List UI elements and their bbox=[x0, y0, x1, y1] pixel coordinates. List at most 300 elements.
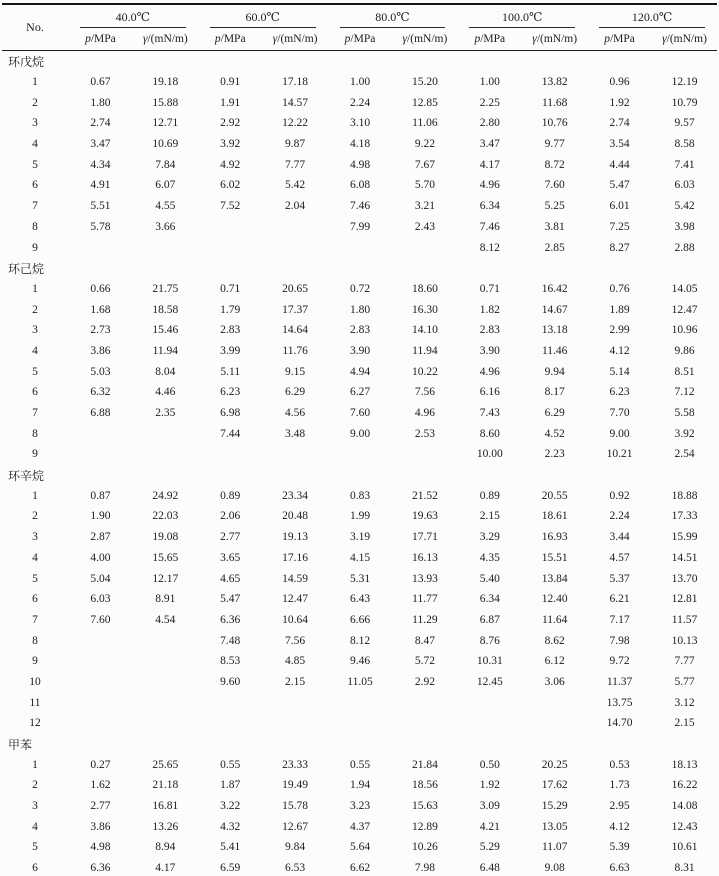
pressure-cell: 0.87 bbox=[90, 489, 111, 502]
surface-tension-cell: 8.91 bbox=[155, 593, 176, 606]
pressure-cell: 7.99 bbox=[349, 220, 371, 233]
surface-tension-cell: 12.43 bbox=[671, 820, 698, 833]
surface-tension-cell: 3.06 bbox=[544, 675, 565, 688]
surface-tension-cell: 9.15 bbox=[285, 365, 306, 378]
pressure-cell: 4.37 bbox=[349, 820, 371, 833]
surface-tension-cell: 10.22 bbox=[411, 365, 438, 378]
row-number-cell: 12 bbox=[29, 717, 41, 730]
surface-tension-column-header bbox=[652, 28, 717, 51]
surface-tension-cell: 21.18 bbox=[152, 779, 179, 792]
surface-tension-cell: 7.12 bbox=[674, 386, 695, 399]
pressure-cell: 2.83 bbox=[220, 324, 241, 337]
pressure-cell: 6.23 bbox=[609, 386, 630, 399]
pressure-cell: 5.39 bbox=[609, 841, 630, 854]
surface-tension-cell: 17.18 bbox=[282, 76, 309, 89]
surface-tension-cell: 15.46 bbox=[152, 324, 179, 337]
pressure-cell: 7.43 bbox=[479, 407, 500, 420]
surface-tension-cell bbox=[133, 423, 198, 444]
row-number-cell: 3 bbox=[32, 324, 38, 337]
pressure-cell: 7.70 bbox=[609, 407, 630, 420]
pressure-cell: 7.60 bbox=[90, 613, 111, 626]
table-row bbox=[2, 113, 717, 134]
pressure-cell: 4.00 bbox=[90, 551, 111, 564]
surface-tension-cell: 12.19 bbox=[671, 76, 698, 89]
pressure-cell: 6.36 bbox=[220, 613, 241, 626]
table-row bbox=[2, 341, 717, 362]
surface-tension-cell bbox=[133, 713, 198, 734]
pressure-cell: 0.71 bbox=[479, 282, 500, 295]
pressure-cell: 3.90 bbox=[349, 344, 371, 357]
surface-tension-cell: 2.54 bbox=[674, 448, 695, 461]
surface-tension-column-header bbox=[263, 28, 328, 51]
surface-tension-cell: 18.60 bbox=[411, 282, 438, 295]
surface-tension-cell: 10.76 bbox=[541, 117, 568, 130]
surface-tension-cell: 14.57 bbox=[282, 96, 309, 109]
surface-tension-column-header bbox=[133, 28, 198, 51]
pressure-cell bbox=[328, 444, 393, 465]
surface-tension-cell: 23.34 bbox=[282, 489, 309, 502]
surface-tension-cell: 16.13 bbox=[411, 551, 438, 564]
surface-tension-cell: 3.21 bbox=[414, 200, 435, 213]
pressure-cell: 7.52 bbox=[220, 200, 241, 213]
table-row bbox=[2, 506, 717, 527]
row-number-cell: 7 bbox=[32, 200, 38, 213]
surface-tension-cell: 21.75 bbox=[152, 282, 179, 295]
surface-tension-cell bbox=[133, 651, 198, 672]
pressure-cell: 3.47 bbox=[90, 138, 111, 151]
row-number-cell: 4 bbox=[32, 138, 38, 151]
pressure-cell: 4.94 bbox=[349, 365, 371, 378]
surface-tension-cell: 15.99 bbox=[671, 531, 698, 544]
surface-tension-cell bbox=[522, 713, 587, 734]
surface-tension-cell: 15.29 bbox=[541, 800, 568, 813]
pressure-cell: 4.12 bbox=[609, 344, 630, 357]
surface-tension-cell: 19.08 bbox=[152, 531, 179, 544]
pressure-cell: 7.48 bbox=[220, 634, 241, 647]
surface-tension-cell: 14.05 bbox=[671, 282, 698, 295]
surface-tension-cell: 11.68 bbox=[541, 96, 568, 109]
pressure-cell: 8.76 bbox=[479, 634, 500, 647]
p-unit: /MPa bbox=[220, 33, 246, 45]
pressure-cell bbox=[68, 630, 133, 651]
pressure-cell: 8.12 bbox=[349, 634, 371, 647]
surface-tension-cell: 3.92 bbox=[674, 427, 695, 440]
pressure-cell bbox=[198, 237, 263, 258]
pressure-cell: 6.01 bbox=[609, 200, 630, 213]
surface-tension-column-header bbox=[522, 28, 587, 51]
pressure-cell: 2.83 bbox=[479, 324, 500, 337]
row-number-cell: 1 bbox=[32, 489, 38, 502]
pressure-cell: 1.82 bbox=[479, 303, 500, 316]
surface-tension-cell: 16.30 bbox=[411, 303, 438, 316]
surface-tension-cell: 2.35 bbox=[155, 407, 176, 420]
row-number-cell: 2 bbox=[32, 779, 38, 792]
surface-tension-cell: 8.04 bbox=[155, 365, 176, 378]
table-body bbox=[2, 51, 717, 876]
pressure-cell: 6.08 bbox=[349, 179, 371, 192]
surface-tension-cell bbox=[133, 692, 198, 713]
pressure-cell: 0.92 bbox=[609, 489, 630, 502]
pressure-cell: 4.34 bbox=[90, 158, 111, 171]
surface-tension-cell: 10.96 bbox=[671, 324, 698, 337]
pressure-cell: 4.17 bbox=[479, 158, 500, 171]
surface-tension-cell bbox=[133, 444, 198, 465]
table-row bbox=[2, 713, 717, 734]
surface-tension-cell: 3.81 bbox=[544, 220, 565, 233]
pressure-cell: 1.80 bbox=[90, 96, 111, 109]
pressure-cell: 7.46 bbox=[479, 220, 500, 233]
pressure-cell: 3.54 bbox=[609, 138, 630, 151]
pressure-cell: 9.00 bbox=[349, 427, 371, 440]
group-label: 环辛烷 bbox=[8, 468, 45, 483]
surface-tension-cell: 15.51 bbox=[541, 551, 568, 564]
surface-tension-cell: 6.03 bbox=[674, 179, 695, 192]
surface-tension-cell: 17.62 bbox=[541, 779, 568, 792]
surface-tension-cell: 8.94 bbox=[155, 841, 176, 854]
surface-tension-cell: 5.72 bbox=[414, 655, 435, 668]
pressure-cell: 4.15 bbox=[349, 551, 371, 564]
surface-tension-cell bbox=[392, 237, 457, 258]
surface-tension-cell: 6.29 bbox=[544, 407, 565, 420]
pressure-cell bbox=[68, 692, 133, 713]
pressure-cell: 0.89 bbox=[479, 489, 500, 502]
pressure-cell: 1.99 bbox=[349, 510, 371, 523]
pressure-cell: 7.46 bbox=[349, 200, 371, 213]
surface-tension-cell bbox=[263, 444, 328, 465]
surface-tension-cell: 7.98 bbox=[414, 862, 435, 875]
gamma-unit: /(mN/m) bbox=[666, 33, 707, 45]
pressure-cell bbox=[198, 444, 263, 465]
surface-tension-cell: 15.65 bbox=[152, 551, 179, 564]
pressure-cell: 10.31 bbox=[476, 655, 503, 668]
gamma-unit: /(mN/m) bbox=[277, 33, 318, 45]
pressure-cell: 2.24 bbox=[609, 510, 630, 523]
pressure-cell: 1.92 bbox=[479, 779, 500, 792]
row-number-cell: 1 bbox=[32, 76, 38, 89]
pressure-cell: 6.21 bbox=[609, 593, 630, 606]
surface-tension-cell: 7.56 bbox=[285, 634, 306, 647]
surface-tension-cell: 7.67 bbox=[414, 158, 435, 171]
row-number-cell: 9 bbox=[32, 448, 38, 461]
unit-header-row bbox=[2, 28, 717, 51]
pressure-cell bbox=[68, 713, 133, 734]
pressure-cell: 7.60 bbox=[349, 407, 371, 420]
pressure-cell: 6.36 bbox=[90, 862, 111, 875]
gamma-symbol: γ bbox=[662, 33, 667, 45]
pressure-cell: 6.66 bbox=[349, 613, 371, 626]
surface-tension-cell bbox=[263, 237, 328, 258]
table-row bbox=[2, 610, 717, 631]
surface-tension-cell: 9.08 bbox=[544, 862, 565, 875]
pressure-cell: 1.00 bbox=[349, 76, 371, 89]
surface-tension-cell: 22.03 bbox=[152, 510, 179, 523]
pressure-cell: 9.46 bbox=[349, 655, 371, 668]
surface-tension-cell: 11.94 bbox=[412, 344, 438, 357]
surface-tension-cell bbox=[263, 692, 328, 713]
pressure-cell: 4.96 bbox=[479, 365, 500, 378]
surface-tension-cell: 16.81 bbox=[152, 800, 179, 813]
surface-tension-cell: 16.42 bbox=[541, 282, 568, 295]
pressure-cell: 6.27 bbox=[349, 386, 371, 399]
pressure-cell: 1.89 bbox=[609, 303, 630, 316]
row-number-cell: 5 bbox=[32, 841, 38, 854]
surface-tension-cell: 2.85 bbox=[544, 241, 565, 254]
group-label: 甲苯 bbox=[8, 737, 33, 752]
pressure-cell: 5.04 bbox=[90, 572, 111, 585]
surface-tension-cell: 17.16 bbox=[282, 551, 309, 564]
pressure-cell: 4.98 bbox=[90, 841, 111, 854]
surface-tension-cell: 11.06 bbox=[412, 117, 438, 130]
pressure-cell: 9.00 bbox=[609, 427, 630, 440]
group-row bbox=[2, 258, 717, 279]
surface-tension-cell: 4.55 bbox=[155, 200, 176, 213]
surface-tension-cell: 9.94 bbox=[544, 365, 565, 378]
surface-tension-cell: 4.52 bbox=[544, 427, 565, 440]
surface-tension-cell: 4.54 bbox=[155, 613, 176, 626]
surface-tension-cell: 8.47 bbox=[414, 634, 435, 647]
surface-tension-cell: 10.69 bbox=[152, 138, 179, 151]
pressure-cell bbox=[198, 217, 263, 238]
surface-tension-cell: 15.88 bbox=[152, 96, 179, 109]
gamma-symbol: γ bbox=[532, 33, 537, 45]
temp-group-label: 60.0℃ bbox=[210, 7, 316, 28]
pressure-cell: 7.17 bbox=[609, 613, 630, 626]
table-row bbox=[2, 527, 717, 548]
surface-tension-cell bbox=[133, 630, 198, 651]
surface-tension-cell: 3.98 bbox=[674, 220, 695, 233]
surface-tension-cell: 3.12 bbox=[674, 696, 695, 709]
surface-tension-cell: 4.17 bbox=[155, 862, 176, 875]
pressure-cell: 8.12 bbox=[479, 241, 500, 254]
temp-header-100 bbox=[457, 4, 587, 28]
pressure-cell: 0.83 bbox=[349, 489, 371, 502]
pressure-cell: 2.77 bbox=[220, 531, 241, 544]
surface-tension-cell: 4.56 bbox=[285, 407, 306, 420]
surface-tension-cell: 8.58 bbox=[674, 138, 695, 151]
gamma-unit: /(mN/m) bbox=[536, 33, 578, 45]
surface-tension-cell bbox=[522, 692, 587, 713]
surface-tension-cell: 6.53 bbox=[285, 862, 306, 875]
row-number-cell: 1 bbox=[32, 282, 38, 295]
temp-group-label: 40.0℃ bbox=[80, 7, 186, 28]
surface-tension-cell: 5.42 bbox=[285, 179, 306, 192]
row-number-cell: 4 bbox=[32, 820, 38, 833]
surface-tension-cell: 18.58 bbox=[152, 303, 179, 316]
pressure-cell: 14.70 bbox=[606, 717, 633, 730]
group-row bbox=[2, 734, 717, 755]
surface-tension-cell: 13.26 bbox=[152, 820, 179, 833]
pressure-cell: 0.27 bbox=[90, 758, 111, 771]
surface-tension-cell: 5.42 bbox=[674, 200, 695, 213]
row-number-cell: 6 bbox=[32, 862, 38, 875]
surface-tension-cell: 20.25 bbox=[541, 758, 568, 771]
pressure-cell: 10.21 bbox=[606, 448, 633, 461]
surface-tension-cell: 19.49 bbox=[282, 779, 309, 792]
surface-tension-cell: 16.22 bbox=[671, 779, 698, 792]
row-number-cell: 8 bbox=[32, 220, 38, 233]
pressure-cell: 2.99 bbox=[609, 324, 630, 337]
pressure-cell: 3.23 bbox=[349, 800, 371, 813]
surface-tension-cell: 18.13 bbox=[671, 758, 698, 771]
pressure-cell: 9.60 bbox=[220, 675, 241, 688]
pressure-cell: 6.32 bbox=[90, 386, 111, 399]
pressure-cell: 0.67 bbox=[90, 76, 111, 89]
surface-tension-cell: 12.47 bbox=[671, 303, 698, 316]
table-row bbox=[2, 361, 717, 382]
surface-tension-cell: 2.15 bbox=[674, 717, 695, 730]
row-number-cell: 7 bbox=[32, 407, 38, 420]
group-label: 环己烷 bbox=[8, 261, 45, 276]
row-number-cell: 2 bbox=[32, 96, 38, 109]
pressure-cell: 6.62 bbox=[349, 862, 371, 875]
table-row bbox=[2, 485, 717, 506]
pressure-cell: 1.00 bbox=[479, 76, 500, 89]
table-row bbox=[2, 816, 717, 837]
table-row bbox=[2, 134, 717, 155]
group-row bbox=[2, 465, 717, 486]
row-number-cell: 7 bbox=[32, 613, 38, 626]
pressure-cell: 2.74 bbox=[90, 117, 111, 130]
pressure-cell: 6.48 bbox=[479, 862, 500, 875]
pressure-cell: 5.47 bbox=[609, 179, 630, 192]
surface-tension-cell: 15.63 bbox=[411, 800, 438, 813]
pressure-cell: 0.89 bbox=[220, 489, 241, 502]
surface-tension-cell: 10.64 bbox=[282, 613, 309, 626]
pressure-cell: 2.15 bbox=[479, 510, 500, 523]
pressure-cell: 12.45 bbox=[476, 675, 503, 688]
row-number-cell: 5 bbox=[32, 158, 38, 171]
surface-tension-cell: 7.77 bbox=[285, 158, 306, 171]
row-number-cell: 6 bbox=[32, 386, 38, 399]
surface-tension-cell: 19.18 bbox=[152, 76, 179, 89]
surface-tension-cell: 14.51 bbox=[671, 551, 698, 564]
pressure-cell: 2.74 bbox=[609, 117, 630, 130]
surface-tension-cell: 15.20 bbox=[411, 76, 438, 89]
surface-tension-cell: 14.59 bbox=[282, 572, 309, 585]
surface-tension-cell: 9.57 bbox=[674, 117, 695, 130]
pressure-cell: 5.29 bbox=[479, 841, 500, 854]
pressure-cell: 0.71 bbox=[220, 282, 241, 295]
surface-tension-cell: 10.61 bbox=[671, 841, 698, 854]
surface-tension-cell: 11.57 bbox=[671, 613, 698, 626]
gamma-unit: /(mN/m) bbox=[147, 33, 188, 45]
surface-tension-cell: 2.92 bbox=[414, 675, 435, 688]
pressure-column-header bbox=[328, 28, 393, 51]
p-unit: /MPa bbox=[350, 33, 376, 45]
surface-tension-cell: 14.64 bbox=[282, 324, 309, 337]
pressure-cell: 8.27 bbox=[609, 241, 630, 254]
surface-tension-cell: 9.86 bbox=[674, 344, 695, 357]
pressure-cell: 6.16 bbox=[479, 386, 500, 399]
pressure-cell: 0.91 bbox=[220, 76, 241, 89]
pressure-cell: 5.31 bbox=[349, 572, 371, 585]
pressure-cell bbox=[68, 651, 133, 672]
row-number-cell: 3 bbox=[32, 531, 38, 544]
surface-tension-cell: 2.15 bbox=[285, 675, 306, 688]
surface-tension-cell: 9.84 bbox=[285, 841, 306, 854]
pressure-cell: 2.87 bbox=[90, 531, 111, 544]
surface-tension-cell: 9.22 bbox=[414, 138, 435, 151]
pressure-cell: 1.62 bbox=[90, 779, 111, 792]
pressure-cell: 3.86 bbox=[90, 344, 111, 357]
surface-tension-cell: 10.26 bbox=[411, 841, 438, 854]
surface-tension-data-table bbox=[2, 3, 717, 876]
surface-tension-cell: 25.65 bbox=[152, 758, 179, 771]
surface-tension-cell: 3.66 bbox=[155, 220, 176, 233]
pressure-cell: 3.29 bbox=[479, 531, 500, 544]
table-row bbox=[2, 320, 717, 341]
surface-tension-cell: 2.53 bbox=[414, 427, 435, 440]
temp-header-40 bbox=[68, 4, 198, 28]
row-number-cell: 9 bbox=[32, 241, 38, 254]
pressure-cell: 6.63 bbox=[609, 862, 630, 875]
pressure-cell: 3.22 bbox=[220, 800, 241, 813]
surface-tension-cell: 13.05 bbox=[541, 820, 568, 833]
table-row bbox=[2, 154, 717, 175]
pressure-cell: 0.76 bbox=[609, 282, 630, 295]
pressure-cell bbox=[198, 713, 263, 734]
pressure-cell: 7.44 bbox=[220, 427, 241, 440]
surface-tension-cell: 12.17 bbox=[152, 572, 179, 585]
pressure-cell: 4.91 bbox=[90, 179, 111, 192]
pressure-cell: 4.96 bbox=[479, 179, 500, 192]
pressure-cell: 3.10 bbox=[349, 117, 371, 130]
surface-tension-cell bbox=[263, 217, 328, 238]
no-column-header: No. bbox=[2, 4, 68, 51]
row-number-cell: 6 bbox=[32, 179, 38, 192]
surface-tension-cell: 10.13 bbox=[671, 634, 698, 647]
surface-tension-cell: 13.84 bbox=[541, 572, 568, 585]
surface-tension-cell: 11.64 bbox=[541, 613, 568, 626]
surface-tension-cell: 17.71 bbox=[411, 531, 438, 544]
table-row bbox=[2, 279, 717, 300]
pressure-cell: 11.05 bbox=[347, 675, 373, 688]
p-unit: /MPa bbox=[609, 33, 635, 45]
surface-tension-cell: 8.31 bbox=[674, 862, 695, 875]
table-row bbox=[2, 196, 717, 217]
surface-tension-cell: 2.04 bbox=[285, 200, 306, 213]
surface-tension-cell: 11.29 bbox=[412, 613, 438, 626]
pressure-cell bbox=[328, 692, 393, 713]
pressure-cell: 5.03 bbox=[90, 365, 111, 378]
pressure-cell: 3.90 bbox=[479, 344, 500, 357]
surface-tension-column-header bbox=[392, 28, 457, 51]
pressure-cell: 5.47 bbox=[220, 593, 241, 606]
pressure-cell: 5.40 bbox=[479, 572, 500, 585]
surface-tension-cell: 13.70 bbox=[671, 572, 698, 585]
pressure-cell: 4.12 bbox=[609, 820, 630, 833]
row-number-cell: 3 bbox=[32, 800, 38, 813]
pressure-cell bbox=[68, 444, 133, 465]
pressure-cell: 4.32 bbox=[220, 820, 241, 833]
surface-tension-cell: 8.51 bbox=[674, 365, 695, 378]
table-row bbox=[2, 72, 717, 93]
surface-tension-cell: 14.10 bbox=[411, 324, 438, 337]
table-row bbox=[2, 423, 717, 444]
pressure-cell: 2.92 bbox=[220, 117, 241, 130]
pressure-cell: 2.83 bbox=[349, 324, 371, 337]
pressure-cell: 0.66 bbox=[90, 282, 111, 295]
table-row bbox=[2, 754, 717, 775]
pressure-cell: 4.35 bbox=[479, 551, 500, 564]
surface-tension-cell: 2.43 bbox=[414, 220, 435, 233]
surface-tension-cell: 10.79 bbox=[671, 96, 698, 109]
pressure-cell: 4.18 bbox=[349, 138, 371, 151]
temp-group-label: 80.0℃ bbox=[340, 7, 446, 28]
surface-tension-cell: 3.48 bbox=[285, 427, 306, 440]
table-row bbox=[2, 548, 717, 569]
table-row bbox=[2, 237, 717, 258]
